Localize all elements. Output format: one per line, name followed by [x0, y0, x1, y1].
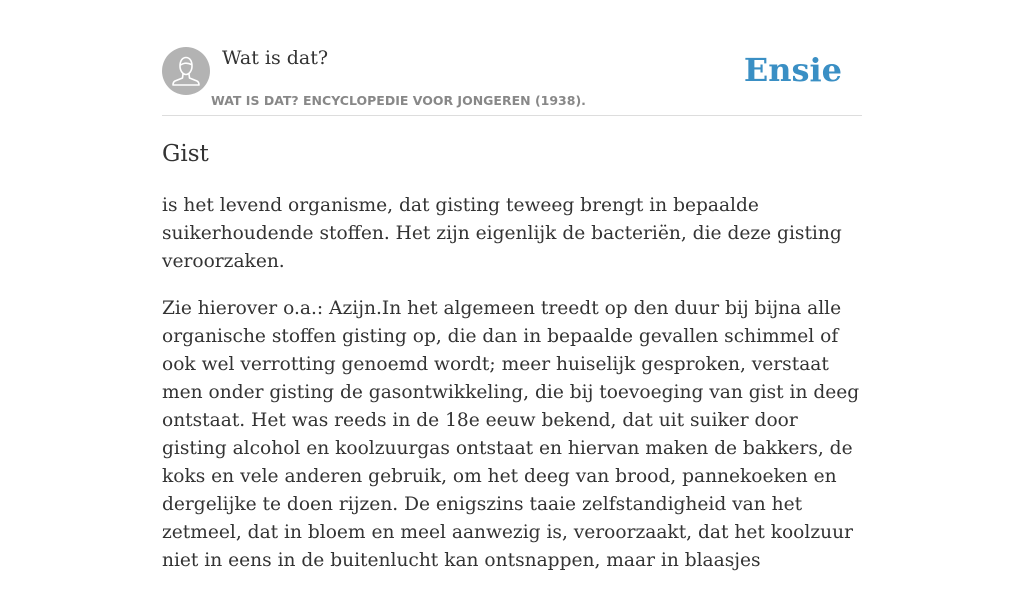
user-avatar-icon[interactable] — [162, 47, 210, 95]
entry-title: Gist — [162, 141, 209, 167]
article-paragraph: is het levend organisme, dat gisting teweeg brengt in bepaalde suikerhoudende stoffen. Het zijn eigenlijk de bacteriën, die deze gisting veroorzaken. — [162, 195, 842, 272]
article-body — [162, 192, 862, 594]
brand-logo[interactable]: Ensie — [743, 51, 842, 89]
article-page — [162, 0, 862, 571]
article-paragraph: Zie hierover o.a.: Azijn.In het algemeen treedt op den duur bij bijna alle organische stoffen gisting op, die dan in bepaalde gevallen schimmel of ook wel verrotting genoemd wordt; meer huiselijk gesproken, verstaat men onder gisting de gasontwikkeling, die bij toevoeging van gist in deeg ontstaat. Het was reeds in de 18e eeuw bekend, dat uit suiker door gisting alcohol en koolzuurgas ontstaat en hiervan maken de bakkers, de koks en vele anderen gebruik, om het deeg van brood, pannekoeken en dergelijke te doen rijzen. De enigszins taaie zelfstandigheid van het zetmeel, dat in bloem en meel aanwezig is, veroorzaakt, dat het koolzuur niet in eens in de buitenlucht kan ontsnappen, maar in blaasjes — [162, 298, 860, 571]
source-subtitle: WAT IS DAT? ENCYCLOPEDIE VOOR JONGEREN (1938). — [211, 93, 586, 108]
source-title[interactable]: Wat is dat? — [222, 47, 329, 69]
source-header — [162, 0, 862, 116]
